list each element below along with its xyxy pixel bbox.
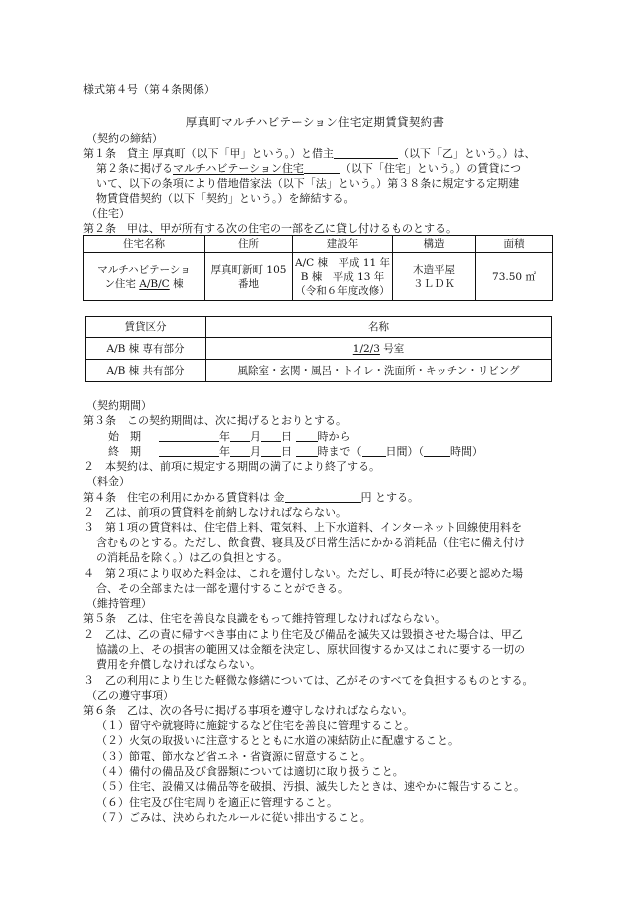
article-4-line-4: 含むものとする。ただし、飲食費、寝具及び日常生活にかかる消耗品（住宅に備え付け <box>96 536 525 549</box>
hours-blank[interactable] <box>424 445 450 457</box>
rental-cell-private-room: 1/2/3 号室 <box>206 338 552 360</box>
article-1-line-4: 物賃貸借契約（以下「契約」という。）を締結する。 <box>96 192 355 205</box>
article-4-line-5: の消耗品を除く。）は乙の負担とする。 <box>96 551 289 564</box>
obligation-item: （６）住宅及び住宅周りを適正に管理すること。 <box>96 796 338 809</box>
document-title: 厚真町マルチハビテーション住宅定期賃貸契約書 <box>185 115 445 129</box>
obligation-item: （４）備付の備品及び食器類については適切に取り扱うこと。 <box>96 765 404 778</box>
article-2-caption: （住宅） <box>86 207 130 220</box>
start-month-blank[interactable] <box>230 430 250 442</box>
housing-table <box>83 235 553 301</box>
article-5-line-2: ２ 乙は、乙の責に帰すべき事由により住宅及び備品を滅失又は毀損させた場合は、甲乙 <box>83 628 523 641</box>
article-4-caption: （料金） <box>86 475 130 488</box>
header-name: 住宅名称 <box>84 236 205 253</box>
rental-cell-shared-areas: 風除室・玄関・風呂・トイレ・洗面所・キッチン・リビング <box>206 360 552 382</box>
article-4-line-1: 第４条 住宅の利用にかかる賃貸料は 金 円 とする。 <box>83 491 419 504</box>
term-end-line: 終 期 年 月 日 時まで（ 日間）（ 時間） <box>108 445 483 458</box>
article-4-line-7: 合、その全部または一部を還付することができる。 <box>96 582 349 595</box>
header-address: 住所 <box>205 236 293 253</box>
obligation-item: （３）節電、節水など省エネ・省資源に留意すること。 <box>96 750 371 763</box>
article-1-caption: （契約の締結） <box>86 132 163 145</box>
end-year-blank[interactable] <box>159 445 219 457</box>
article-4-line-3: ３ 第１項の賃貸料は、住宅借上料、電気料、上下水道料、インターネット回線使用料を <box>83 521 523 534</box>
article-4-line-2: ２ 乙は、前項の賃貸料を前納しなければならない。 <box>83 506 347 519</box>
obligation-item: （１）留守や就寝時に施錠するなど住宅を善良に管理すること。 <box>96 719 415 732</box>
term-start-line: 始 期 年 月 日 時から <box>108 430 351 443</box>
article-3-caption: （契約期間） <box>86 399 152 412</box>
article-5-line-5: ３ 乙の利用により生じた軽微な修繕については、乙がそのすべてを負担するものとする。 <box>83 674 534 687</box>
housing-blank[interactable] <box>304 162 340 174</box>
cell-area: 73.50 ㎡ <box>476 253 553 301</box>
article-5-line-3: 協議の上、その損害の範囲又は金額を決定し、原状回復するか又はこれに要する一切の <box>96 643 525 656</box>
header-structure: 構造 <box>393 236 476 253</box>
rental-header-name: 名称 <box>206 317 552 338</box>
start-time-blank[interactable] <box>296 430 318 442</box>
end-time-blank[interactable] <box>296 445 318 457</box>
article-4-line-6: ４ 第２項により収めた料金は、これを還付しない。ただし、町長が特に必要と認めた場 <box>83 567 523 580</box>
obligation-item: （７）ごみは、決められたルールに従い排出すること。 <box>96 811 371 824</box>
obligation-item: （２）火気の取扱いに注意するとともに水道の凍結防止に配慮すること。 <box>96 734 459 747</box>
end-month-blank[interactable] <box>230 445 250 457</box>
cell-year: A/C 棟 平成 11 年 B 棟 平成 13 年 （令和６年度改修） <box>293 253 393 301</box>
rent-amount-blank[interactable] <box>285 491 361 503</box>
obligation-item: （５）住宅、設備又は備品等を破損、汚損、滅失したときは、速やかに報告すること。 <box>96 780 525 793</box>
header-year: 建設年 <box>293 236 393 253</box>
article-2-line-1: 第２条 甲は、甲が所有する次の住宅の一部を乙に貸し付けるものとする。 <box>83 222 457 235</box>
article-5-caption: （維持管理） <box>86 597 152 610</box>
article-3-line-1: 第３条 この契約期間は、次に掲げるとおりとする。 <box>83 414 347 427</box>
article-6-line-1: 第６条 乙は、次の各号に掲げる事項を遵守しなければならない。 <box>83 704 413 717</box>
article-6-caption: （乙の遵守事項） <box>86 689 174 702</box>
start-day-blank[interactable] <box>261 430 281 442</box>
cell-structure: 木造平屋 ３ＬＤＫ <box>393 253 476 301</box>
cell-address: 厚真町新町 105 番地 <box>205 253 293 301</box>
article-1-line-2: 第２条に掲げるマルチハビテーション住宅 （以下「住宅」という。）の賃貸につ <box>96 162 522 175</box>
end-day-blank[interactable] <box>261 445 281 457</box>
article-1-line-1: 第１条 貸主 厚真町（以下「甲」という。）と借主 （以下「乙」という。）は、 <box>83 147 536 160</box>
article-1-line-3: いて、以下の条項により借地借家法（以下「法」という。）第３８条に規定する定期建 <box>96 177 520 190</box>
rental-table <box>85 316 552 382</box>
article-5-line-1: 第５条 乙は、住宅を善良な良識をもって維持管理しなければならない。 <box>83 612 446 625</box>
tenant-name-blank[interactable] <box>334 147 398 159</box>
cell-name: マルチハビテーショ ン住宅 A/B/C 棟 <box>84 253 205 301</box>
header-area: 面積 <box>476 236 553 253</box>
rental-header-category: 賃貸区分 <box>86 317 206 338</box>
rental-cell-shared-label: A/B 棟 共有部分 <box>86 360 206 382</box>
article-5-line-4: 費用を弁償しなければならない。 <box>96 658 261 671</box>
form-label: 様式第４号（第４条関係） <box>83 83 215 96</box>
article-3-line-4: ２ 本契約は、前項に規定する期間の満了により終了する。 <box>83 460 380 473</box>
rental-cell-private-label: A/B 棟 専有部分 <box>86 338 206 360</box>
days-blank[interactable] <box>362 445 386 457</box>
start-year-blank[interactable] <box>159 430 219 442</box>
